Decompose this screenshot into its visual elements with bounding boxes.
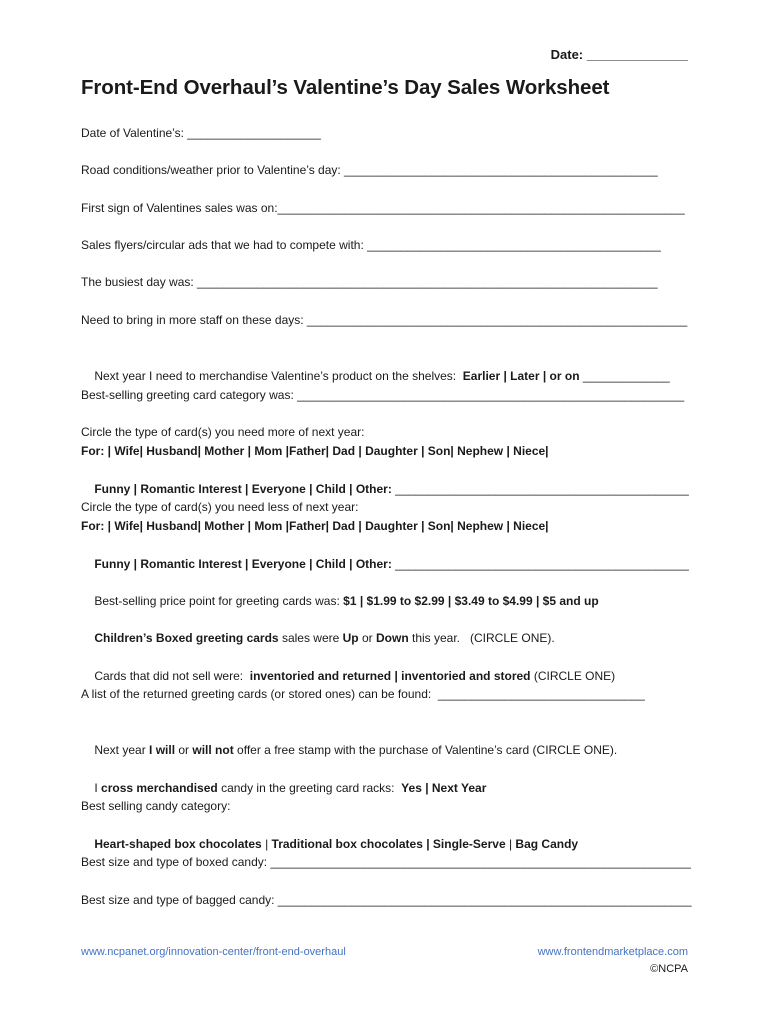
childrens-boxed-mid: sales were xyxy=(278,631,343,645)
candy-opt-heart[interactable]: Heart-shaped box chocolates xyxy=(94,837,262,851)
merchandise-blank[interactable]: _____________ xyxy=(579,369,670,383)
more-cards-prompt: Circle the type of card(s) you need more of next year: xyxy=(81,425,365,439)
less-cards-other-blank[interactable]: ____________________________________________ xyxy=(391,557,689,571)
cross-merch-mid: candy in the greeting card racks: xyxy=(217,781,402,795)
will-option[interactable]: I will xyxy=(149,743,176,757)
page-title: Front-End Overhaul’s Valentine’s Day Sales Worksheet xyxy=(81,76,610,99)
stamp-or: or xyxy=(175,743,193,757)
candy-category-prompt: Best selling candy category: xyxy=(81,799,231,813)
down-option[interactable]: Down xyxy=(375,631,409,645)
less-cards-recipients[interactable]: For: | Wife| Husband| Mother | Mom |Father| Dad | Daughter | Son| Nephew | Niece| xyxy=(81,519,549,533)
cross-merch-pre: I xyxy=(94,781,102,795)
more-cards-types-options[interactable]: Funny | Romantic Interest | Everyone | Child | Other: xyxy=(94,482,392,496)
first-sign-field[interactable]: First sign of Valentines sales was on:_____________________________________________________________ xyxy=(81,201,685,215)
bagged-candy-field[interactable]: Best size and type of bagged candy: ______________________________________________________________ xyxy=(81,893,692,907)
stamp-pre: Next year xyxy=(94,743,150,757)
candy-sep: | xyxy=(261,837,272,851)
unsold-text: Cards that did not sell were: xyxy=(94,669,250,683)
childrens-boxed-label: Children’s Boxed greeting cards xyxy=(94,631,279,645)
childrens-tail: this year. (CIRCLE ONE). xyxy=(408,631,555,645)
frontend-marketplace-link[interactable]: www.frontendmarketplace.com xyxy=(537,946,688,958)
up-option[interactable]: Up xyxy=(342,631,359,645)
date-blank[interactable]: ______________ xyxy=(586,47,688,62)
date-label: Date: xyxy=(550,47,584,62)
date-field[interactable] xyxy=(551,47,688,62)
candy-opt-bag[interactable]: Bag Candy xyxy=(515,837,579,851)
candy-opt-traditional-single[interactable]: Traditional box chocolates | Single-Serve xyxy=(271,837,506,851)
price-point-text: Best-selling price point for greeting cards was: xyxy=(94,594,344,608)
stamp-tail: offer a free stamp with the purchase of Valentine’s card (CIRCLE ONE). xyxy=(233,743,618,757)
less-cards-prompt: Circle the type of card(s) you need less of next year: xyxy=(81,500,359,514)
busiest-day-field[interactable]: The busiest day was: _____________________________________________________________________ xyxy=(81,275,658,289)
unsold-options[interactable]: inventoried and returned | inventoried and stored xyxy=(249,669,531,683)
will-not-option[interactable]: will not xyxy=(192,743,234,757)
less-cards-types-options[interactable]: Funny | Romantic Interest | Everyone | Child | Other: xyxy=(94,557,392,571)
merchandise-text: Next year I need to merchandise Valentine’s product on the shelves: xyxy=(94,369,463,383)
merchandise-options[interactable]: Earlier | Later | or on xyxy=(462,369,580,383)
childrens-or: or xyxy=(358,631,376,645)
ncpa-link[interactable]: www.ncpanet.org/innovation-center/front-end-overhaul xyxy=(81,946,346,958)
cross-merch-options[interactable]: Yes | Next Year xyxy=(401,781,487,795)
candy-sep-2: | xyxy=(505,837,516,851)
price-point-options[interactable]: $1 | $1.99 to $2.99 | $3.49 to $4.99 | $5 and up xyxy=(343,594,599,608)
cross-merch-bold: cross merchandised xyxy=(101,781,218,795)
valentines-date-field[interactable]: Date of Valentine’s: ____________________ xyxy=(81,126,321,140)
more-cards-recipients[interactable]: For: | Wife| Husband| Mother | Mom |Father| Dad | Daughter | Son| Nephew | Niece| xyxy=(81,444,549,458)
more-cards-other-blank[interactable]: ____________________________________________ xyxy=(391,482,689,496)
unsold-tail: (CIRCLE ONE) xyxy=(530,669,616,683)
copyright: ©NCPA xyxy=(650,963,688,975)
returned-list-field[interactable]: A list of the returned greeting cards (or stored ones) can be found: _______________________________ xyxy=(81,687,645,701)
more-staff-field[interactable]: Need to bring in more staff on these days: _________________________________________________________ xyxy=(81,313,688,327)
road-conditions-field[interactable]: Road conditions/weather prior to Valentine’s day: _______________________________________________ xyxy=(81,163,658,177)
sales-flyers-field[interactable]: Sales flyers/circular ads that we had to compete with: ____________________________________________ xyxy=(81,238,661,252)
bestselling-category-field[interactable]: Best-selling greeting card category was: __________________________________________________________ xyxy=(81,388,685,402)
boxed-candy-field[interactable]: Best size and type of boxed candy: _______________________________________________________________ xyxy=(81,855,691,869)
